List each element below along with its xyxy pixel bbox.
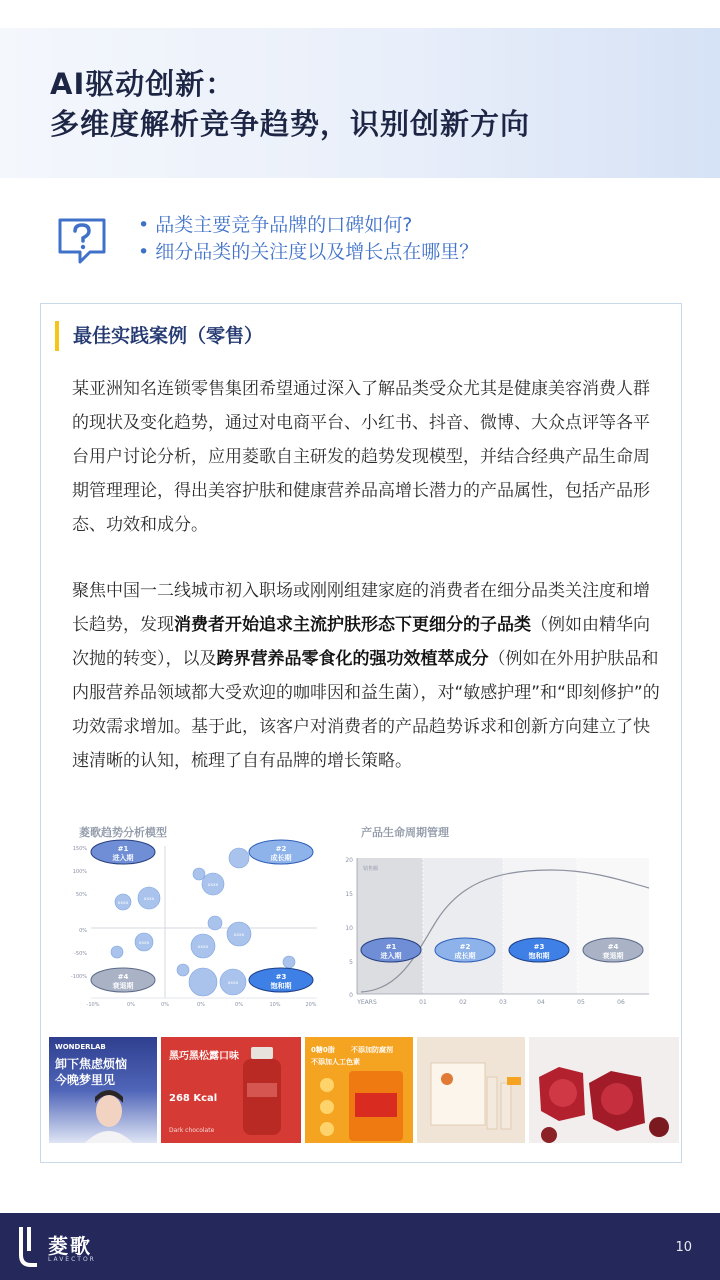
- figure-title: 产品生命周期管理: [361, 826, 449, 839]
- product-tile-wonderlab: [49, 1037, 157, 1143]
- x-tick: 0%: [161, 1002, 169, 1008]
- product-tile-box: [417, 1037, 525, 1143]
- bubble-label: xxxx: [207, 883, 219, 888]
- lavector-logo-icon: [18, 1225, 40, 1267]
- bubble: [229, 848, 249, 868]
- bubble: [283, 956, 295, 968]
- bubble: [208, 916, 222, 930]
- para-text: （例如在外用护肤品和内服营养品领域都大受欢迎的咖啡因和益生菌），对“敏感护理”和“即刻修护”的功效需求增加。基于此，该客户对消费者的产品趋势诉求和创新方向建立了快速清晰的认知，梳理了自有品牌的增长策略。: [72, 649, 660, 771]
- para-text: （例如由精华向次抛的转变），以及: [72, 615, 650, 669]
- stage-label: 饱和期: [528, 952, 550, 960]
- y-tick: 100%: [72, 869, 87, 875]
- para-text: 聚焦中国一二线城市初入职场或刚刚组建家庭的消费者在细分品类关注度和增长趋势，发现: [72, 581, 650, 635]
- model-photo: [77, 1089, 137, 1143]
- quadrant-num: #1: [117, 845, 129, 853]
- tile-claim: 0糖0脂: [311, 1046, 335, 1054]
- y-tick: 10: [345, 925, 353, 932]
- title-line-1: AI驱动创新：: [50, 67, 236, 101]
- case-paragraph-1: 某亚洲知名连锁零售集团希望通过深入了解品类受众尤其是健康美容消费人群的现状及变化趋势，通过对电商平台、小红书、抖音、微博、大众点评等各平台用户讨论分析，应用菱歌自主研发的趋势发现模型，并结合经典产品生命周期管理理论，得出美容护肤和健康营养品高增长潜力的产品属性，包括产品形态、功效和成分。: [72, 379, 650, 535]
- tile-calories: 268 Kcal: [169, 1093, 218, 1104]
- bubble: [193, 868, 205, 880]
- bubble-label: xxxx: [233, 933, 245, 938]
- stage-num: #1: [385, 943, 397, 951]
- bottle-photo: [233, 1043, 293, 1139]
- life-cycle-figure: [341, 824, 656, 1014]
- para-bold: 跨界营养品零食化的强功效植萃成分: [216, 649, 489, 669]
- y-tick: -100%: [70, 974, 87, 980]
- stage-num: #2: [459, 943, 471, 951]
- bubble-label: xxxx: [143, 897, 155, 902]
- bubble-label: xxxx: [227, 981, 239, 986]
- quadrant-num: #2: [275, 845, 287, 853]
- quadrant-num: #4: [117, 973, 129, 981]
- life-cycle-chart: [341, 842, 656, 1014]
- page-title: [50, 64, 530, 144]
- bubble-label: xxxx: [117, 901, 129, 906]
- question-item: • 品类主要竞争品牌的口碑如何?: [138, 212, 478, 239]
- stage-num: #3: [533, 943, 545, 951]
- question-item: • 细分品类的关注度以及增长点在哪里？: [138, 239, 478, 266]
- figure-title: 菱歌趋势分析模型: [79, 826, 167, 839]
- product-tile-chocolate: [161, 1037, 301, 1143]
- stage-label: 衰退期: [602, 952, 624, 960]
- tile-foot: Dark chocolate: [169, 1127, 215, 1134]
- tile-headline: 黑巧黑松露口味: [169, 1051, 239, 1062]
- bubble: [189, 968, 217, 996]
- y-tick: 150%: [72, 846, 87, 852]
- y-tick: 5: [349, 959, 353, 966]
- x-tick: 0%: [127, 1002, 135, 1008]
- quadrant-label: 饱和期: [270, 982, 292, 990]
- stage-label: 成长期: [454, 952, 476, 960]
- tile-claim: 不添加防腐剂: [351, 1046, 393, 1054]
- y-tick: 0: [349, 992, 353, 999]
- x-tick: 04: [537, 999, 545, 1006]
- stage-band: [357, 858, 423, 994]
- page-number: 10: [675, 1240, 692, 1255]
- bubble-label: xxxx: [138, 941, 150, 946]
- x-tick: 03: [499, 999, 507, 1006]
- footer-brand-sub: LAVECTOR: [48, 1256, 96, 1263]
- trend-model-chart: [70, 842, 347, 1014]
- snack-pack-photo: [315, 1067, 409, 1143]
- quadrant-num: #3: [275, 973, 287, 981]
- candy-photo: [529, 1037, 679, 1143]
- x-tick: YEARS: [357, 999, 377, 1006]
- product-image-strip: [49, 1037, 679, 1145]
- y-tick: 20: [345, 857, 353, 864]
- y-tick: 0%: [79, 928, 87, 934]
- x-tick: 05: [577, 999, 585, 1006]
- stage-band: [503, 858, 577, 994]
- box-photo: [417, 1037, 525, 1143]
- case-card: [40, 303, 682, 1163]
- case-title: 最佳实践案例（零售）: [55, 321, 263, 351]
- footer-brand: 菱歌: [48, 1234, 92, 1258]
- trend-model-figure: [70, 824, 347, 1014]
- x-tick: 0%: [235, 1002, 243, 1008]
- y-tick: 15: [345, 891, 353, 898]
- x-tick: 0%: [197, 1002, 205, 1008]
- para-bold: 消费者开始追求主流护肤形态下更细分的子品类: [174, 615, 531, 635]
- tile-brand: WONDERLAB: [55, 1043, 106, 1051]
- x-tick: 01: [419, 999, 427, 1006]
- tile-headline: 今晚梦里见: [55, 1073, 116, 1087]
- quadrant-label: 衰退期: [112, 982, 134, 990]
- tile-headline: 卸下焦虑烦恼: [55, 1057, 128, 1071]
- y-tick: -50%: [74, 951, 87, 957]
- y-tick: 50%: [75, 892, 87, 898]
- x-tick: 20%: [305, 1002, 317, 1008]
- quadrant-label: 进入期: [112, 854, 134, 862]
- x-tick: 02: [459, 999, 467, 1006]
- case-paragraph-2: [72, 574, 662, 778]
- bubble: [177, 964, 189, 976]
- quadrant-label: 成长期: [270, 854, 292, 862]
- y-axis-label: 销售额: [363, 866, 379, 872]
- question-list: [138, 212, 478, 266]
- x-tick: -10%: [86, 1002, 100, 1008]
- title-line-2: 多维度解析竞争趋势，识别创新方向: [50, 107, 531, 141]
- x-tick: 06: [617, 999, 625, 1006]
- product-tile-snack: [305, 1037, 413, 1143]
- stage-num: #4: [607, 943, 619, 951]
- question-bubble-icon: [56, 216, 108, 268]
- x-tick: 10%: [269, 1002, 281, 1008]
- bubble-label: xxxx: [197, 945, 209, 950]
- footer-bar: [0, 1213, 720, 1280]
- tile-claim: 不添加人工色素: [311, 1058, 360, 1066]
- stage-label: 进入期: [380, 952, 402, 960]
- bubble: [111, 946, 123, 958]
- hero-banner: [0, 28, 720, 178]
- product-tile-candy: [529, 1037, 679, 1143]
